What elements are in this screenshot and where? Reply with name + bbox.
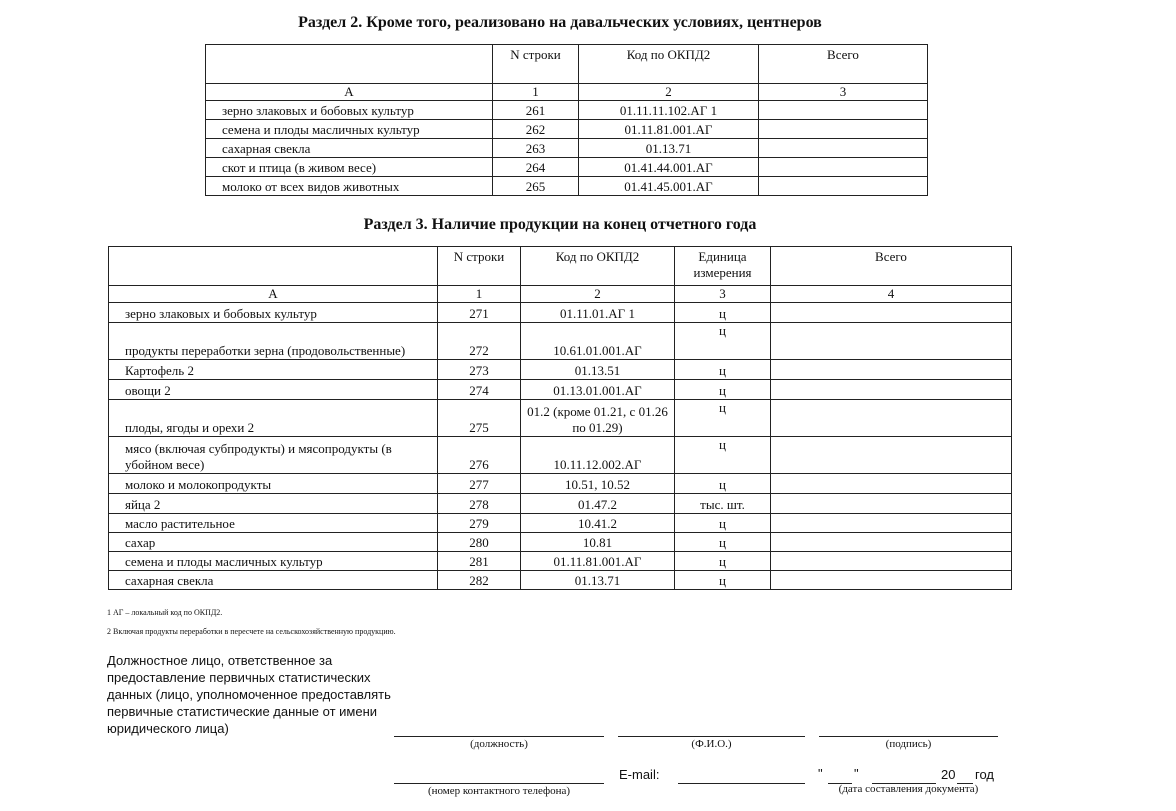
row-total-cell[interactable] [771, 400, 1012, 437]
row-total-cell[interactable] [771, 571, 1012, 590]
row-total-cell[interactable] [771, 303, 1012, 323]
row-name: продукты переработки зерна (продовольственные) [109, 323, 438, 360]
row-name: зерно злаковых и бобовых культур [206, 101, 493, 120]
row-name: овощи 2 [109, 380, 438, 400]
table-row [109, 552, 1012, 571]
row-unit: ц [675, 360, 771, 380]
table-row [109, 303, 1012, 323]
s3-header-code: Код по ОКПД2 [521, 247, 675, 286]
table-row [206, 120, 928, 139]
table-row [109, 514, 1012, 533]
row-code: 01.41.45.001.АГ [579, 177, 759, 196]
s3-header-line: N строки [438, 247, 521, 286]
row-unit: ц [675, 303, 771, 323]
row-name: зерно злаковых и бобовых культур [109, 303, 438, 323]
footnote-1: 1 АГ – локальный код по ОКПД2. [107, 608, 223, 617]
row-name: семена и плоды масличных культур [206, 120, 493, 139]
row-unit: ц [675, 400, 771, 437]
row-code: 01.11.81.001.АГ [579, 120, 759, 139]
row-code: 10.11.12.002.АГ [521, 437, 675, 474]
date-year-suffix: год [975, 767, 994, 782]
row-name: плоды, ягоды и орехи 2 [109, 400, 438, 437]
phone-line[interactable] [394, 783, 604, 784]
name-line[interactable] [618, 736, 805, 737]
row-line: 263 [493, 139, 579, 158]
date-quote-close: " [854, 766, 859, 781]
s3-header-total: Всего [771, 247, 1012, 286]
table-row [206, 101, 928, 120]
row-name: молоко и молокопродукты [109, 474, 438, 494]
s2-header-code: Код по ОКПД2 [579, 45, 759, 84]
row-code: 01.13.71 [579, 139, 759, 158]
s2-header-total: Всего [759, 45, 928, 84]
s2-colnum-2: 2 [579, 84, 759, 101]
s3-colnum-1: 1 [438, 286, 521, 303]
row-line: 261 [493, 101, 579, 120]
row-code: 10.41.2 [521, 514, 675, 533]
email-label: E-mail: [619, 767, 660, 782]
row-total-cell[interactable] [759, 158, 928, 177]
row-total-cell[interactable] [771, 323, 1012, 360]
row-code: 01.2 (кроме 01.21, с 01.26 по 01.29) [521, 400, 675, 437]
table-row [109, 494, 1012, 514]
official-description: Должностное лицо, ответственное за предоставление первичных статистических данных (лицо, уполномоченное предоставлять первичные статистические данные от имени юридического лица) [107, 653, 391, 736]
row-line: 282 [438, 571, 521, 590]
row-line: 264 [493, 158, 579, 177]
row-line: 279 [438, 514, 521, 533]
row-name: сахарная свекла [109, 571, 438, 590]
row-unit: тыс. шт. [675, 494, 771, 514]
row-line: 275 [438, 400, 521, 437]
row-line: 281 [438, 552, 521, 571]
row-code: 10.51, 10.52 [521, 474, 675, 494]
date-year-prefix: 20 [941, 767, 956, 782]
table-row [206, 177, 928, 196]
section3-table [108, 246, 1012, 590]
s2-header-line: N строки [493, 45, 579, 84]
row-code: 10.61.01.001.АГ [521, 323, 675, 360]
table-row [109, 400, 1012, 437]
row-line: 273 [438, 360, 521, 380]
row-total-cell[interactable] [771, 437, 1012, 474]
signature-caption: (подпись) [885, 738, 932, 750]
row-code: 01.41.44.001.АГ [579, 158, 759, 177]
row-total-cell[interactable] [771, 514, 1012, 533]
row-name: Картофель 2 [109, 360, 438, 380]
row-total-cell[interactable] [771, 360, 1012, 380]
row-code: 01.11.81.001.АГ [521, 552, 675, 571]
row-line: 278 [438, 494, 521, 514]
row-total-cell[interactable] [771, 552, 1012, 571]
s2-colnum-3: 3 [759, 84, 928, 101]
table-row [109, 571, 1012, 590]
section3-title: Раздел 3. Наличие продукции на конец отчетного года [363, 216, 757, 233]
row-total-cell[interactable] [771, 494, 1012, 514]
table-row [206, 158, 928, 177]
phone-caption: (номер контактного телефона) [427, 785, 571, 797]
table-row [109, 380, 1012, 400]
position-caption: (должность) [470, 738, 528, 750]
row-name: семена и плоды масличных культур [109, 552, 438, 571]
signature-line[interactable] [819, 736, 998, 737]
table-row [109, 437, 1012, 474]
date-caption: (дата составления документа) [838, 783, 979, 795]
position-line[interactable] [394, 736, 604, 737]
row-unit: ц [675, 514, 771, 533]
row-total-cell[interactable] [771, 474, 1012, 494]
footnote-2: 2 Включая продукты переработки в пересчете на сельскохозяйственную продукцию. [107, 627, 396, 636]
row-code: 01.13.51 [521, 360, 675, 380]
row-unit: ц [675, 533, 771, 552]
row-total-cell[interactable] [771, 380, 1012, 400]
row-line: 277 [438, 474, 521, 494]
row-name: молоко от всех видов животных [206, 177, 493, 196]
row-total-cell[interactable] [771, 533, 1012, 552]
row-code: 10.81 [521, 533, 675, 552]
row-code: 01.13.71 [521, 571, 675, 590]
email-line[interactable] [678, 783, 805, 784]
row-line: 280 [438, 533, 521, 552]
table-row [109, 323, 1012, 360]
row-total-cell[interactable] [759, 120, 928, 139]
row-name: сахар [109, 533, 438, 552]
s3-header-name [109, 247, 438, 286]
s3-colnum-2: 2 [521, 286, 675, 303]
row-name: скот и птица (в живом весе) [206, 158, 493, 177]
row-code: 01.11.01.АГ 1 [521, 303, 675, 323]
row-unit: ц [675, 323, 771, 360]
row-total-cell[interactable] [759, 101, 928, 120]
row-total-cell[interactable] [759, 177, 928, 196]
s3-colnum-a: А [109, 286, 438, 303]
row-unit: ц [675, 474, 771, 494]
row-name: масло растительное [109, 514, 438, 533]
s3-colnum-4: 4 [771, 286, 1012, 303]
date-quote-open: " [818, 766, 823, 781]
table-row [109, 533, 1012, 552]
s3-colnum-3: 3 [675, 286, 771, 303]
row-line: 265 [493, 177, 579, 196]
s2-colnum-1: 1 [493, 84, 579, 101]
row-code: 01.47.2 [521, 494, 675, 514]
row-name: сахарная свекла [206, 139, 493, 158]
section2-table [205, 44, 928, 196]
row-code: 01.11.11.102.АГ 1 [579, 101, 759, 120]
row-code: 01.13.01.001.АГ [521, 380, 675, 400]
table-row [109, 474, 1012, 494]
row-unit: ц [675, 571, 771, 590]
row-unit: ц [675, 380, 771, 400]
row-unit: ц [675, 552, 771, 571]
table-row [109, 360, 1012, 380]
row-line: 276 [438, 437, 521, 474]
s3-header-unit: Единица измерения [675, 247, 771, 286]
s2-header-name [206, 45, 493, 84]
table-row [206, 139, 928, 158]
row-name: яйца 2 [109, 494, 438, 514]
row-line: 271 [438, 303, 521, 323]
row-name: мясо (включая субпродукты) и мясопродукты (в убойном весе) [109, 437, 438, 474]
name-caption: (Ф.И.О.) [691, 738, 732, 750]
section2-title: Раздел 2. Кроме того, реализовано на давальческих условиях, центнеров [298, 14, 822, 31]
row-line: 272 [438, 323, 521, 360]
row-line: 262 [493, 120, 579, 139]
s2-colnum-a: А [206, 84, 493, 101]
row-total-cell[interactable] [759, 139, 928, 158]
row-line: 274 [438, 380, 521, 400]
row-unit: ц [675, 437, 771, 474]
